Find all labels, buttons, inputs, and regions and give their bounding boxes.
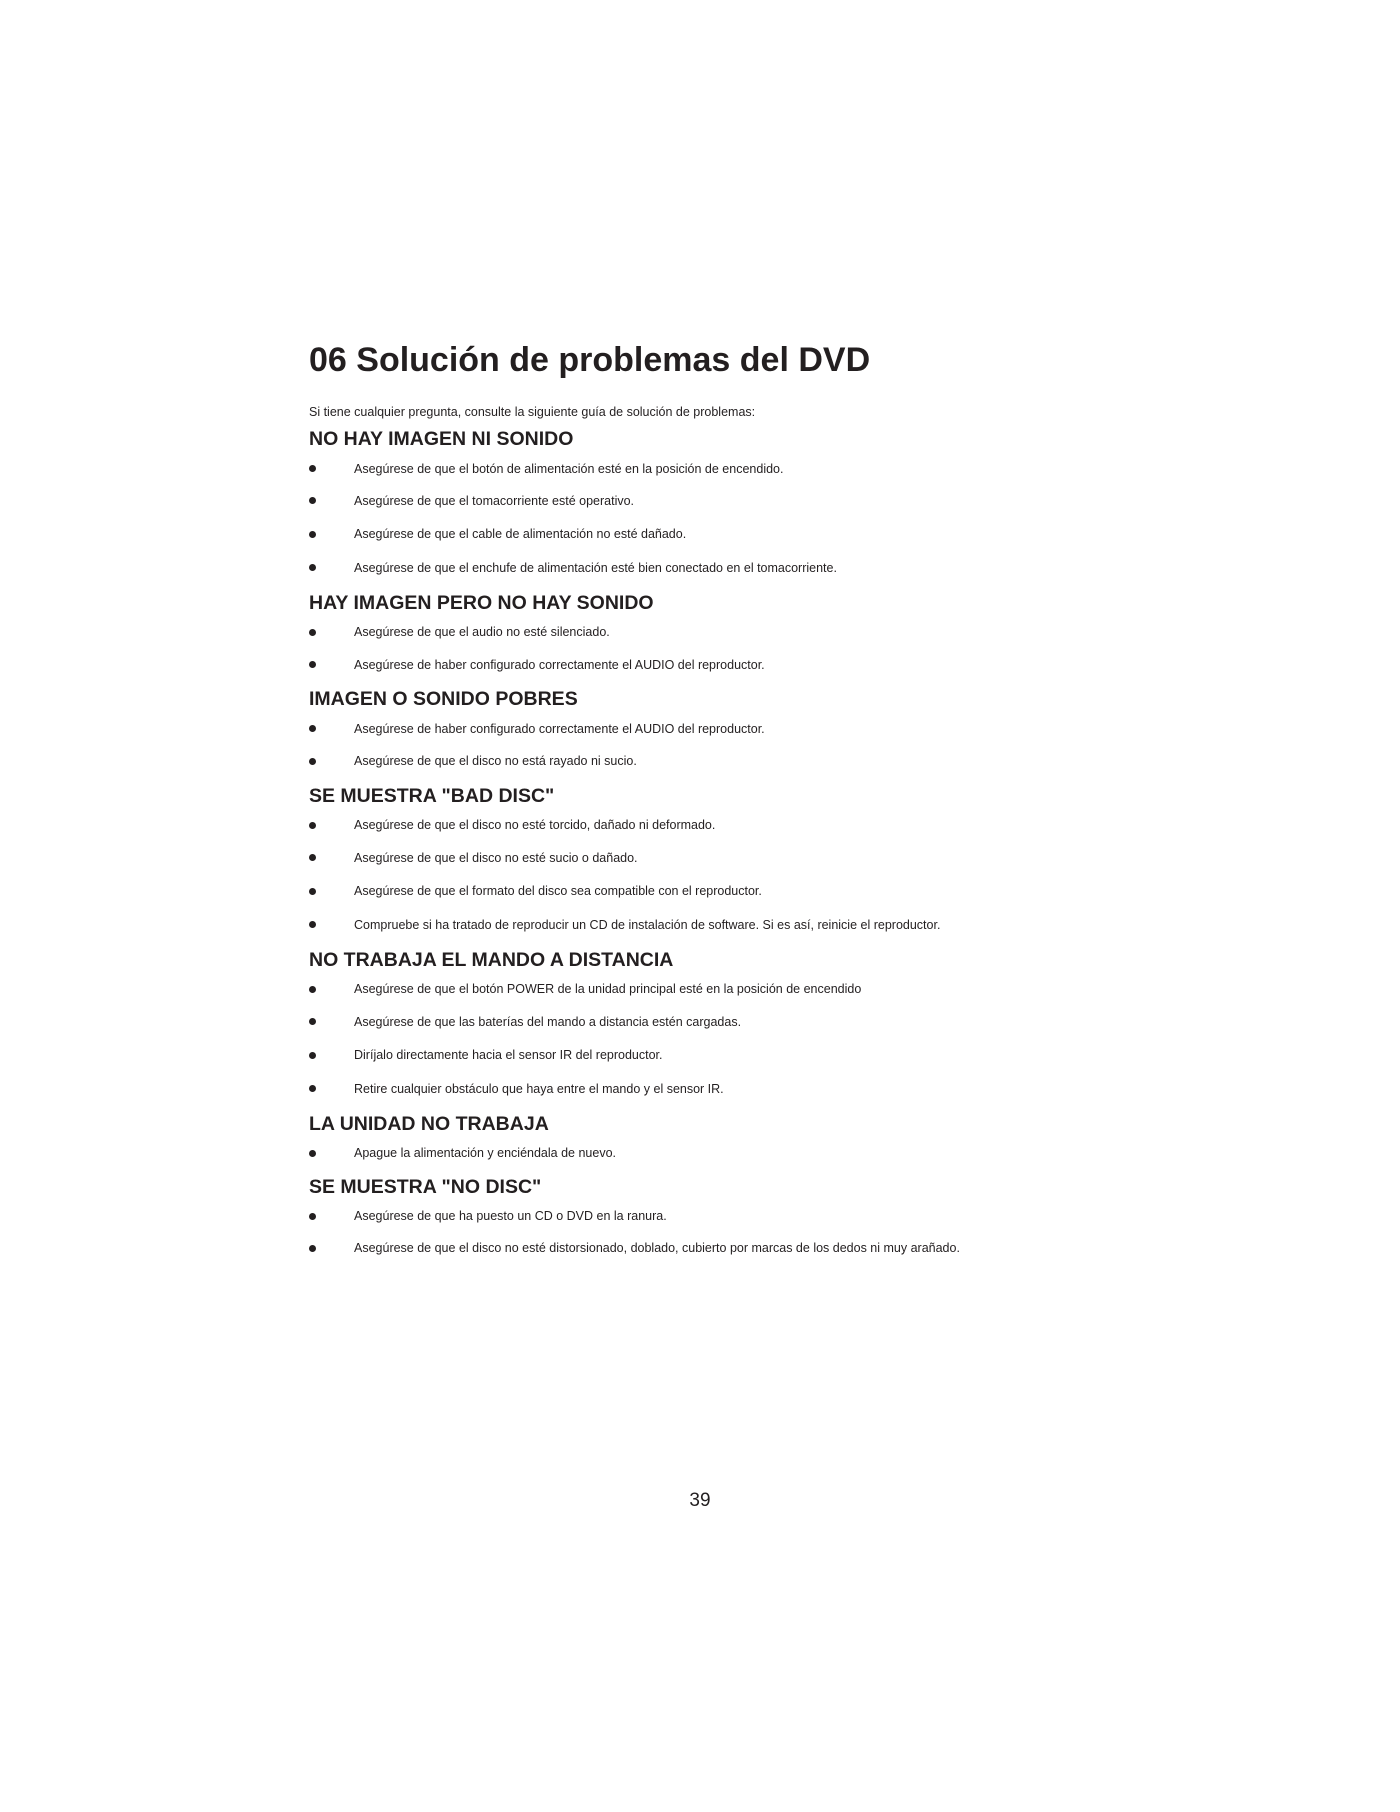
bullet-icon bbox=[309, 564, 354, 571]
troubleshooting-section bbox=[309, 783, 1069, 942]
bullet-dot-icon bbox=[309, 1085, 316, 1092]
bullet-icon bbox=[309, 1085, 354, 1092]
bullet-icon bbox=[309, 531, 354, 538]
section-heading: IMAGEN O SONIDO POBRES bbox=[309, 688, 578, 711]
troubleshooting-sections bbox=[309, 426, 1069, 1265]
bullet-dot-icon bbox=[309, 1213, 316, 1220]
list-item-text: Asegúrese de que el formato del disco sea compatible con el reproductor. bbox=[354, 884, 762, 899]
bullet-icon bbox=[309, 629, 354, 636]
troubleshooting-section bbox=[309, 1111, 1069, 1169]
bullet-icon bbox=[309, 1018, 354, 1025]
list-item-text: Asegúrese de que ha puesto un CD o DVD en la ranura. bbox=[354, 1209, 667, 1224]
list-item bbox=[309, 810, 1069, 841]
bullet-list bbox=[309, 713, 1069, 778]
bullet-icon bbox=[309, 888, 354, 895]
list-item bbox=[309, 875, 1069, 909]
list-item bbox=[309, 974, 1069, 1005]
troubleshooting-section bbox=[309, 426, 1069, 585]
bullet-icon bbox=[309, 725, 354, 732]
list-item bbox=[309, 551, 1069, 585]
list-item-text: Asegúrese de que el disco no esté torcido, dañado ni deformado. bbox=[354, 818, 716, 833]
bullet-list bbox=[309, 974, 1069, 1106]
bullet-icon bbox=[309, 758, 354, 765]
page-content bbox=[309, 334, 1069, 1265]
bullet-dot-icon bbox=[309, 1150, 316, 1157]
bullet-icon bbox=[309, 854, 354, 861]
list-item-text: Asegúrese de que el botón de alimentación esté en la posición de encendido. bbox=[354, 461, 784, 476]
section-heading: LA UNIDAD NO TRABAJA bbox=[309, 1112, 549, 1135]
troubleshooting-section bbox=[309, 1174, 1069, 1266]
list-item-text: Asegúrese de que el audio no esté silenciado. bbox=[354, 625, 610, 640]
list-item-text: Asegúrese de que el tomacorriente esté operativo. bbox=[354, 493, 635, 508]
intro-text: Si tiene cualquier pregunta, consulte la siguiente guía de solución de problemas: bbox=[309, 405, 756, 419]
bullet-dot-icon bbox=[309, 888, 316, 895]
list-item-text: Apague la alimentación y enciéndala de nuevo. bbox=[354, 1146, 616, 1161]
list-item-text: Asegúrese de haber configurado correctamente el AUDIO del reproductor. bbox=[354, 657, 765, 672]
troubleshooting-section bbox=[309, 947, 1069, 1106]
list-item bbox=[309, 648, 1069, 682]
bullet-dot-icon bbox=[309, 822, 316, 829]
list-item bbox=[309, 713, 1069, 744]
list-item bbox=[309, 518, 1069, 552]
section-heading: SE MUESTRA "NO DISC" bbox=[309, 1175, 542, 1198]
list-item-text: Asegúrese de que el cable de alimentación no esté dañado. bbox=[354, 527, 687, 542]
list-item bbox=[309, 1072, 1069, 1106]
list-item bbox=[309, 617, 1069, 648]
troubleshooting-section bbox=[309, 590, 1069, 682]
list-item-text: Asegúrese de que el botón POWER de la unidad principal esté en la posición de encendido bbox=[354, 982, 862, 997]
bullet-dot-icon bbox=[309, 1245, 316, 1252]
bullet-list bbox=[309, 617, 1069, 682]
bullet-dot-icon bbox=[309, 497, 316, 504]
list-item bbox=[309, 1201, 1069, 1232]
list-item-text: Retire cualquier obstáculo que haya entre el mando y el sensor IR. bbox=[354, 1081, 724, 1096]
bullet-icon bbox=[309, 661, 354, 668]
bullet-list bbox=[309, 1201, 1069, 1266]
bullet-dot-icon bbox=[309, 1052, 316, 1059]
bullet-list bbox=[309, 1138, 1069, 1169]
section-heading: SE MUESTRA "BAD DISC" bbox=[309, 784, 555, 807]
section-heading: NO TRABAJA EL MANDO A DISTANCIA bbox=[309, 948, 674, 971]
list-item bbox=[309, 1005, 1069, 1039]
list-item-text: Asegúrese de que el disco no esté sucio o dañado. bbox=[354, 850, 638, 865]
bullet-list bbox=[309, 453, 1069, 585]
list-item bbox=[309, 744, 1069, 778]
bullet-dot-icon bbox=[309, 758, 316, 765]
list-item-text: Asegúrese de que el disco no esté distorsionado, doblado, cubierto por marcas de los dedos ni muy arañado. bbox=[354, 1241, 960, 1256]
bullet-dot-icon bbox=[309, 661, 316, 668]
bullet-icon bbox=[309, 921, 354, 928]
list-item bbox=[309, 908, 1069, 942]
section-heading: NO HAY IMAGEN NI SONIDO bbox=[309, 428, 574, 450]
bullet-icon bbox=[309, 465, 354, 472]
bullet-dot-icon bbox=[309, 921, 316, 928]
bullet-dot-icon bbox=[309, 465, 316, 472]
list-item bbox=[309, 841, 1069, 875]
bullet-list bbox=[309, 810, 1069, 942]
bullet-icon bbox=[309, 1052, 354, 1059]
list-item bbox=[309, 1138, 1069, 1169]
bullet-icon bbox=[309, 1213, 354, 1220]
bullet-icon bbox=[309, 1150, 354, 1157]
page-number: 39 bbox=[689, 1490, 711, 1511]
bullet-dot-icon bbox=[309, 629, 316, 636]
section-heading: HAY IMAGEN PERO NO HAY SONIDO bbox=[309, 591, 654, 614]
bullet-icon bbox=[309, 986, 354, 993]
list-item bbox=[309, 1038, 1069, 1072]
bullet-icon bbox=[309, 1245, 354, 1252]
list-item bbox=[309, 484, 1069, 518]
bullet-dot-icon bbox=[309, 1018, 316, 1025]
list-item bbox=[309, 453, 1069, 484]
bullet-icon bbox=[309, 822, 354, 829]
bullet-dot-icon bbox=[309, 854, 316, 861]
list-item-text: Compruebe si ha tratado de reproducir un CD de instalación de software. Si es así, reinicie el reproductor. bbox=[354, 917, 941, 932]
list-item-text: Asegúrese de que el disco no está rayado ni sucio. bbox=[354, 754, 637, 769]
bullet-dot-icon bbox=[309, 725, 316, 732]
list-item-text: Asegúrese de que el enchufe de alimentación esté bien conectado en el tomacorriente. bbox=[354, 560, 837, 575]
bullet-icon bbox=[309, 497, 354, 504]
page-title: 06 Solución de problemas del DVD bbox=[309, 341, 871, 379]
list-item-text: Asegúrese de haber configurado correctamente el AUDIO del reproductor. bbox=[354, 721, 765, 736]
list-item-text: Asegúrese de que las baterías del mando a distancia estén cargadas. bbox=[354, 1014, 742, 1029]
troubleshooting-section bbox=[309, 686, 1069, 778]
bullet-dot-icon bbox=[309, 564, 316, 571]
bullet-dot-icon bbox=[309, 986, 316, 993]
list-item-text: Diríjalo directamente hacia el sensor IR del reproductor. bbox=[354, 1048, 663, 1063]
list-item bbox=[309, 1232, 1069, 1266]
bullet-dot-icon bbox=[309, 531, 316, 538]
